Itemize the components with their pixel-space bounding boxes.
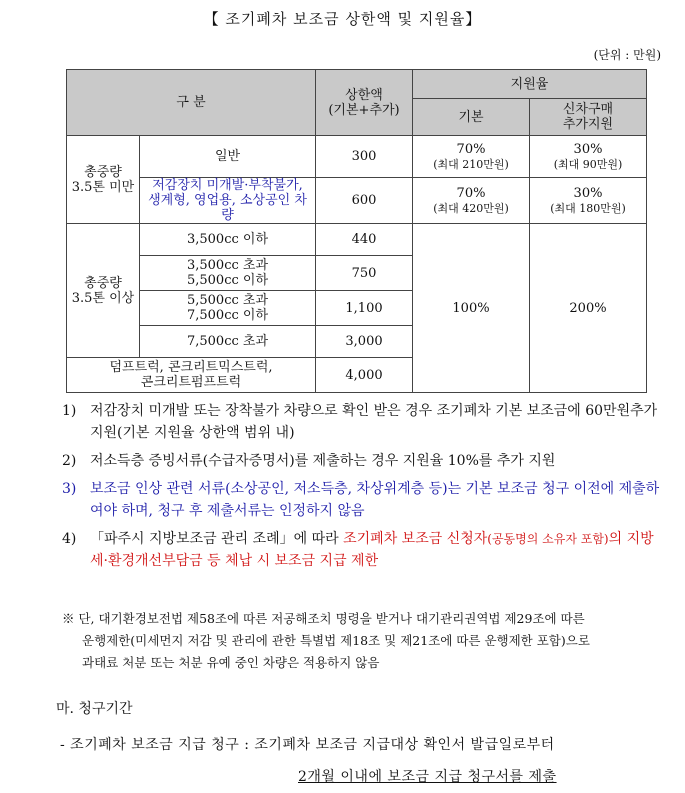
group-under-3-5t: 총중량 3.5톤 미만 bbox=[67, 136, 140, 224]
header-new-car: 신차구매 추가지원 bbox=[530, 99, 647, 136]
header-support-rate: 지원율 bbox=[413, 70, 647, 99]
notes-list bbox=[62, 400, 662, 578]
header-category: 구 분 bbox=[67, 70, 316, 136]
header-basic: 기본 bbox=[413, 99, 530, 136]
section-heading: 마. 청구기간 bbox=[56, 701, 133, 717]
subsidy-table bbox=[66, 69, 647, 393]
group-over-3-5t: 총중량 3.5톤 이상 bbox=[67, 224, 140, 358]
note-1: 1) 저감장치 미개발 또는 장착불가 차량으로 확인 받은 경우 조기폐차 기본 보조금에 60만원추가 지원(기본 지원율 상한액 범위 내) bbox=[62, 403, 658, 441]
note-4: 4) 「파주시 지방보조금 관리 조례」에 따라 조기폐차 보조금 신청자(공동명의 소유자 포함)의 지방세·환경개선부담금 등 체납 시 보조금 지급 제한 bbox=[62, 531, 654, 569]
note-3: 3) 보조금 인상 관련 서류(소상공인, 저소득층, 차상위계층 등)는 기본 보조금 청구 이전에 제출하여야 하며, 청구 후 제출서류는 인정하지 않음 bbox=[62, 481, 660, 519]
exception-note: ※ 단, 대기환경보전법 제58조에 따른 저공해조치 명령을 받거나 대기관리권역법 제29조에 따른 운행제한(미세먼지 저감 및 관리에 관한 특별법 제18조 및 제21조에 따른 운행제한 포함)으로 과태료 처분 또는 처분 유예 중인 차량은 적용하지 않음 bbox=[62, 611, 590, 670]
unit-label: (단위 : 만원) bbox=[593, 48, 661, 62]
claim-period-line2: 2개월 이내에 보조금 지급 청구서를 제출 bbox=[298, 769, 557, 785]
note-2: 2) 저소득층 증빙서류(수급자증명서)를 제출하는 경우 지원율 10%를 추가 지원 bbox=[62, 453, 556, 469]
row-special-label: 저감장치 미개발·부착불가, 생계형, 영업용, 소상공인 차량 bbox=[140, 178, 316, 224]
row-cc1-cap: 440 bbox=[316, 224, 413, 256]
header-cap: 상한액 (기본+추가) bbox=[316, 70, 413, 136]
row-cc4-cap: 3,000 bbox=[316, 326, 413, 358]
row-truck-cap: 4,000 bbox=[316, 358, 413, 393]
table-title: 【 조기폐차 보조금 상한액 및 지원율】 bbox=[203, 10, 482, 28]
row-cc2-cap: 750 bbox=[316, 256, 413, 291]
claim-period-line1: - 조기폐차 보조금 지급 청구 : 조기폐차 보조금 지급대상 확인서 발급일로부터 bbox=[60, 737, 555, 753]
row-cc3-cap: 1,100 bbox=[316, 291, 413, 326]
row-special-extra: 30% (최대 180만원) bbox=[530, 178, 647, 224]
row-special-cap: 600 bbox=[316, 178, 413, 224]
row-general-label: 일반 bbox=[140, 136, 316, 178]
row-general-basic: 70% (최대 210만원) bbox=[413, 136, 530, 178]
row-cc4-label: 7,500cc 초과 bbox=[140, 326, 316, 358]
row-general-extra: 30% (최대 90만원) bbox=[530, 136, 647, 178]
over-basic-rate: 100% bbox=[413, 224, 530, 393]
row-general-cap: 300 bbox=[316, 136, 413, 178]
row-cc1-label: 3,500cc 이하 bbox=[140, 224, 316, 256]
row-cc2-label: 3,500cc 초과 5,500cc 이하 bbox=[140, 256, 316, 291]
row-cc3-label: 5,500cc 초과 7,500cc 이하 bbox=[140, 291, 316, 326]
row-truck-label: 덤프트럭, 콘크리트믹스트럭, 콘크리트펌프트럭 bbox=[67, 358, 316, 393]
over-extra-rate: 200% bbox=[530, 224, 647, 393]
row-special-basic: 70% (최대 420만원) bbox=[413, 178, 530, 224]
